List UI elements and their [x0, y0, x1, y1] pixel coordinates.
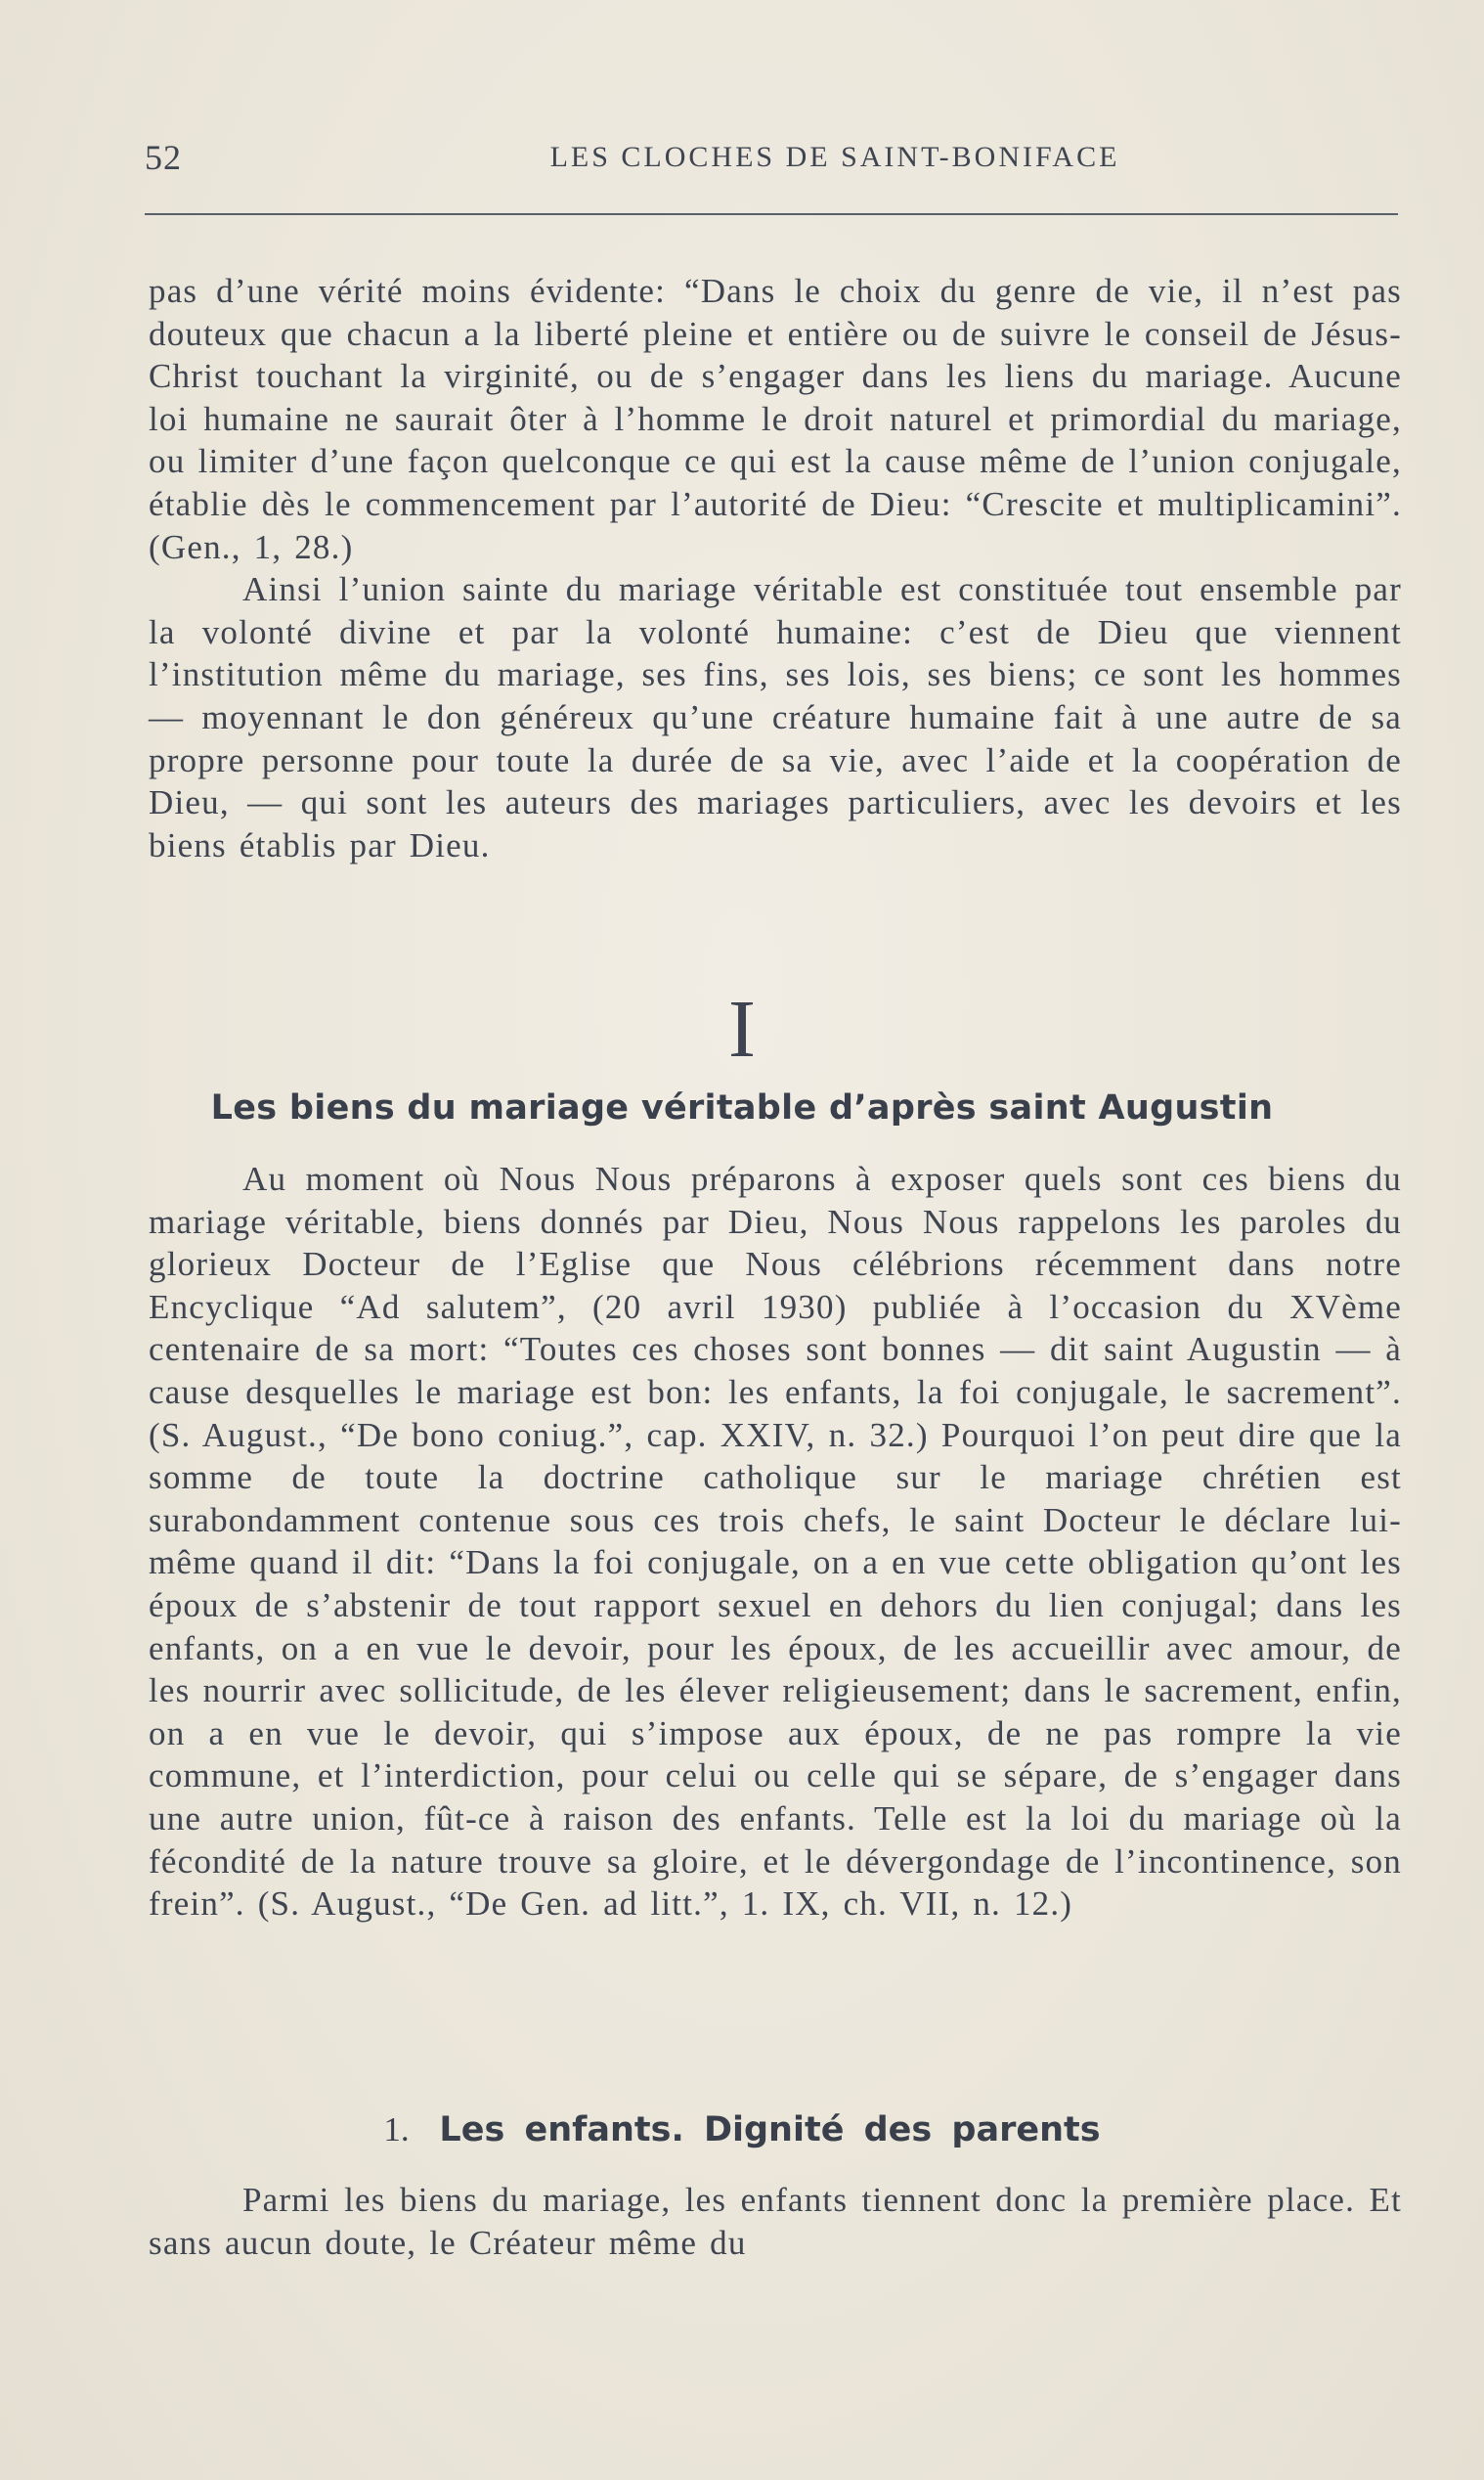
header-rule: [145, 213, 1398, 215]
page-header: [145, 137, 1398, 176]
paragraph-au-moment: Au moment où Nous Nous préparons à exposer quels sont ces biens du mariage véritable, biens donnés par Dieu, Nous Nous rappelons les paroles du glorieux Docteur de l’Eglise que Nous célébrions récemment dans notre Encyclique “Ad salutem”, (20 avril 1930) publiée à l’occasion du XVème centenaire de sa mort: “Toutes ces choses sont bonnes — dit saint Augustin — à cause desquelles le mariage est bon: les enfants, la foi conjugale, le sacrement”. (S. August., “De bono coniug.”, cap. XXIV, n. 32.) Pourquoi l’on peut dire que la somme de toute la doctrine catholique sur le mariage chrétien est surabondamment contenue sous ces trois chefs, le saint Docteur le déclare lui-même quand il dit: “Dans la foi conjugale, on a en vue cette obligation qu’ont les époux de s’abstenir de tout rapport sexuel en dehors du lien conjugal; dans les enfants, on a en vue le devoir, pour les époux, de les accueillir avec amour, de les nourrir avec sollicitude, de les élever religieusement; dans le sacrement, enfin, on a en vue le devoir, qui s’impose aux époux, de ne pas rompre la vie commune, et l’interdiction, pour celui ou celle qui se sépare, de s’engager dans une autre union, fût-ce à raison des enfants. Telle est la loi du mariage où la fécondité de la nature trouve sa gloire, et le dévergondage de l’incontinence, son frein”. (S. August., “De Gen. ad litt.”, 1. IX, ch. VII, n. 12.): [149, 1160, 1402, 1924]
subsection-title: Les enfants. Dignité des parents: [439, 2110, 1101, 2149]
paragraph-parmi: Parmi les biens du mariage, les enfants tiennent donc la première place. Et sans aucun doute, le Créateur même du: [149, 2181, 1402, 2262]
subsection-heading: [0, 2110, 1484, 2149]
opening-text: [149, 270, 1402, 866]
subsection-number: 1.: [383, 2110, 410, 2148]
section-text: [149, 1158, 1402, 1926]
paragraph-continuation: pas d’une vérité moins évidente: “Dans le choix du genre de vie, il n’est pas douteux que chacun a la liberté pleine et entière ou de suivre le conseil de Jésus-Christ touchant la virginité, ou de s’engager dans les liens du mariage. Aucune loi humaine ne saurait ôter à l’homme le droit naturel et primordial du mariage, ou limiter d’une façon quelconque ce qui est la cause même de l’union conjugale, établie dès le commencement par l’autorité de Dieu: “Crescite et multiplicamini”. (Gen., 1, 28.): [149, 272, 1402, 566]
page-number: 52: [145, 138, 182, 177]
section-heading: Les biens du mariage véritable d’après saint Augustin: [210, 1088, 1274, 1128]
subsection-text: [149, 2179, 1402, 2264]
running-head: LES CLOCHES DE SAINT-BONIFACE: [549, 141, 1120, 173]
paragraph-ainsi: Ainsi l’union sainte du mariage véritable est constituée tout ensemble par la volonté divine et par la volonté humaine: c’est de Dieu que viennent l’institution même du mariage, ses fins, ses lois, ses biens; ce sont les hommes — moyennant le don généreux qu’une créature humaine fait à une autre de sa propre personne pour toute la durée de sa vie, avec l’aide et la coopération de Dieu, — qui sont les auteurs des mariages particuliers, avec les devoirs et les biens établis par Dieu.: [149, 570, 1402, 864]
section-numeral: I: [728, 984, 756, 1075]
